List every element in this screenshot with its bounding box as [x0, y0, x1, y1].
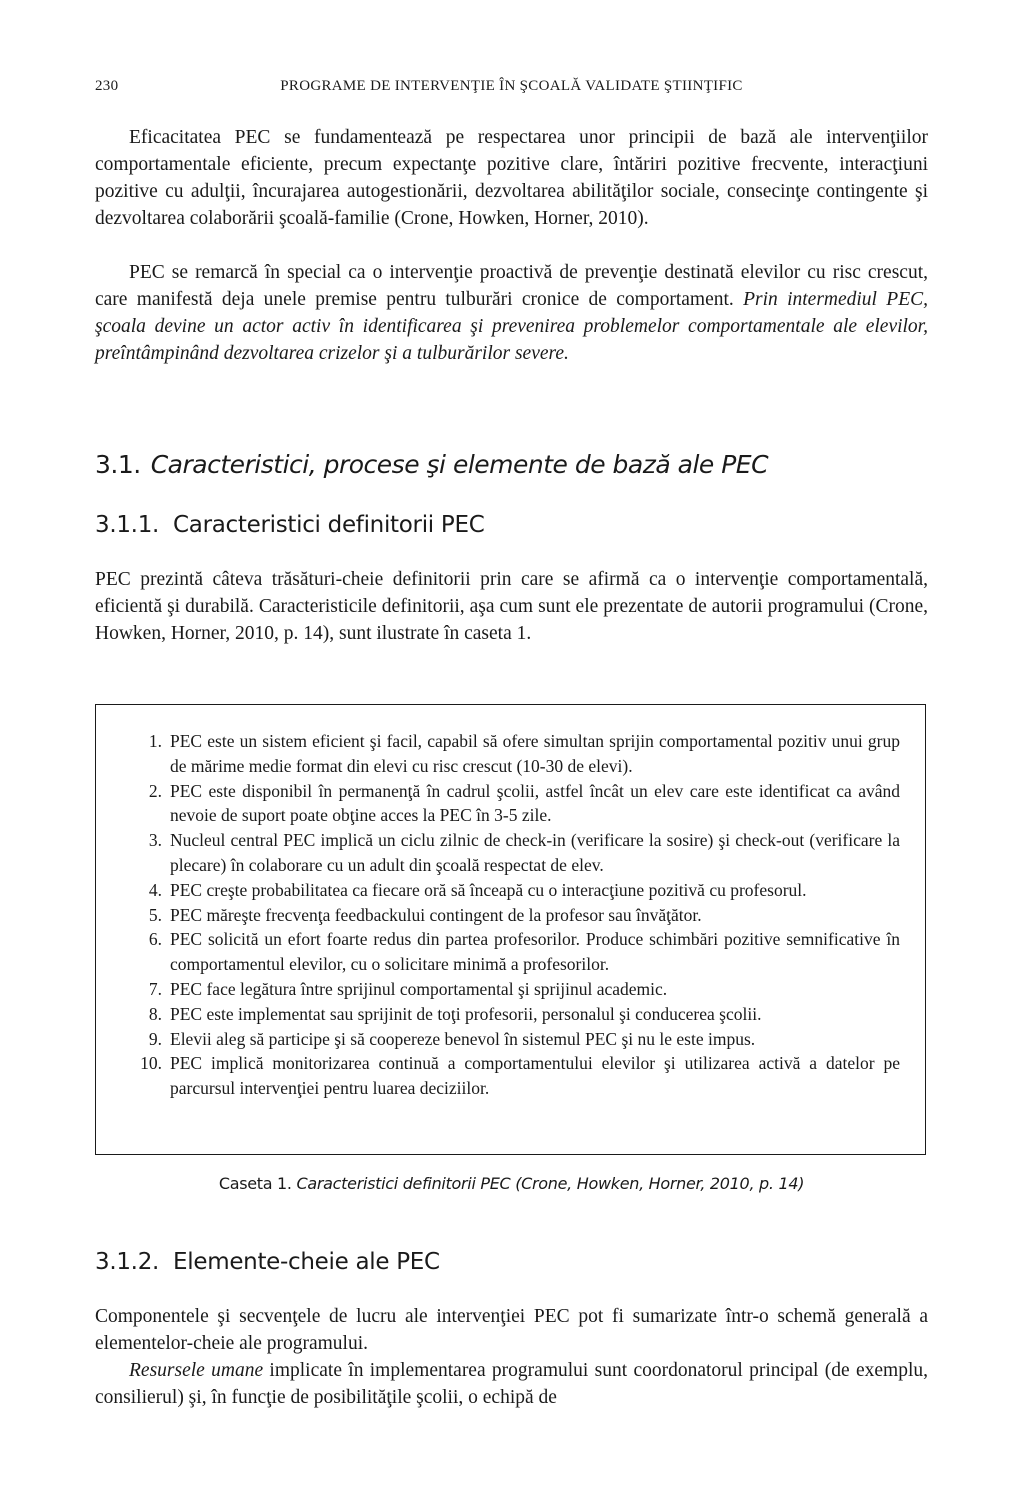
running-title: PROGRAME DE INTERVENŢIE ÎN ŞCOALĂ VALIDATE ŞTIINŢIFIC — [280, 78, 743, 94]
list-item-text: PEC este un sistem eficient şi facil, capabil să ofere simultan sprijin comportamental pozitiv unui grup de mărime medie format din elevi cu risc crescut (10-30 de elevi). — [170, 731, 900, 776]
list-item — [130, 779, 900, 829]
list-item-number: 8. — [148, 1003, 162, 1024]
section-3-1-2-paragraph-1: Componentele şi secvenţele de lucru ale intervenţiei PEC pot fi sumarizate într-o schemă generală a elementelor-cheie ale programului. — [95, 1306, 928, 1354]
section-3-1-1-heading — [95, 512, 484, 538]
list-item-text: PEC măreşte frecvenţa feedbackului contingent de la profesor sau învăţător. — [170, 904, 702, 925]
intro-paragraph-2-emphasis: Prin intermediul PEC, şcoala devine un actor activ în identificarea şi prevenirea problemelor comportamentale ale elevilor, preîntâmpinând dezvoltarea crizelor şi a tulburărilor severe. — [95, 289, 928, 364]
section-3-1-number: 3.1. — [95, 450, 141, 479]
caseta-1-box — [95, 704, 926, 1155]
list-item-text: PEC creşte probabilitatea ca fiecare oră să înceapă cu o interacţiune pozitivă cu profesorul. — [170, 879, 807, 900]
list-item — [130, 1027, 900, 1052]
page-number: 230 — [95, 78, 119, 94]
intro-paragraph-2-text: PEC se remarcă în special ca o intervenţie proactivă de prevenţie destinată elevilor cu risc crescut, care manifestă deja unele premise pentru tulburări cronice de comportament. — [95, 262, 928, 310]
caption-label: Caseta 1. — [218, 1174, 297, 1193]
list-item — [130, 1002, 900, 1027]
list-item-number: 6. — [148, 929, 162, 950]
list-item — [130, 977, 900, 1002]
section-3-1-1-number: 3.1.1. — [95, 512, 160, 538]
list-item-number: 9. — [148, 1028, 162, 1049]
section-3-1-1-paragraph: PEC prezintă câteva trăsături-cheie definitorii prin care se afirmă ca o intervenţie comportamentală, eficientă şi durabilă. Caracteristicile definitorii, aşa cum sunt ele prezentate de autorii programului (Crone, Howken, Horner, 2010, p. 14), sunt ilustrate în caseta 1. — [95, 569, 928, 644]
intro-paragraph-2 — [95, 259, 928, 367]
section-3-1-2-number: 3.1.2. — [95, 1249, 160, 1275]
section-3-1-2-title: Elemente-cheie ale PEC — [173, 1249, 440, 1275]
list-item — [130, 927, 900, 977]
list-item-text: PEC este disponibil în permanenţă în cadrul şcolii, astfel încât un elev care este identificat ca având nevoie de suport poate obţine acces la PEC în 3-5 zile. — [170, 780, 900, 826]
human-resources-emphasis: Resursele umane — [129, 1360, 264, 1381]
list-item — [130, 828, 900, 878]
list-item — [130, 878, 900, 903]
section-3-1-heading — [95, 450, 768, 479]
list-item — [130, 1051, 900, 1101]
list-item-text: Nucleul central PEC implică un ciclu zilnic de check-in (verificare la sosire) şi check-out (verificare la plecare) în colaborare cu un adult din şcoală respectat de elev. — [170, 830, 900, 875]
list-item-number: 2. — [148, 780, 162, 801]
page-header — [95, 78, 928, 102]
list-item — [130, 729, 900, 779]
list-item-text: Elevii aleg să participe şi să coopereze benevol în sistemul PEC şi nu le este impus. — [170, 1028, 756, 1049]
characteristics-list — [130, 729, 900, 1101]
caption-text: Caracteristici definitorii PEC (Crone, Howken, Horner, 2010, p. 14) — [296, 1174, 805, 1193]
section-3-1-2-paragraph-2 — [95, 1357, 928, 1411]
list-item-text: PEC este implementat sau sprijinit de toţi profesorii, personalul şi conducerea şcolii. — [170, 1003, 762, 1024]
list-item-number: 1. — [148, 731, 162, 751]
list-item — [130, 903, 900, 928]
section-3-1-1-title: Caracteristici definitorii PEC — [173, 512, 485, 538]
section-3-1-2-paragraph-2-text: implicate în implementarea programului sunt coordonatorul principal (de exemplu, consilierul) şi, în funcţie de posibilităţile şcolii, o echipă de — [95, 1360, 928, 1408]
list-item-number: 4. — [148, 879, 162, 900]
list-item-number: 7. — [148, 978, 162, 999]
section-3-1-2-heading — [95, 1249, 440, 1275]
list-item-text: PEC solicită un efort foarte redus din partea profesorilor. Produce schimbări pozitive semnificative în comportamentul elevilor, cu o solicitare minimă a profesorilor. — [170, 929, 900, 975]
caseta-1-caption — [95, 1174, 928, 1193]
list-item-number: 5. — [148, 904, 162, 925]
list-item-text: PEC implică monitorizarea continuă a comportamentului elevilor şi utilizarea activă a datelor pe parcursul intervenţiei pentru luarea deciziilor. — [170, 1053, 900, 1099]
list-item-text: PEC face legătura între sprijinul comportamental şi sprijinul academic. — [170, 978, 668, 999]
list-item-number: 3. — [148, 830, 162, 851]
section-3-1-title: Caracteristici, procese şi elemente de bază ale PEC — [150, 450, 769, 479]
intro-paragraph-1: Eficacitatea PEC se fundamentează pe respectarea unor principii de bază ale intervenţiilor comportamentale eficiente, precum expectanţe pozitive clare, întăriri pozitive frecvente, interacţiuni pozitive cu adulţii, încurajarea autogestionării, dezvoltarea abilităţilor sociale, consecinţe contingente şi dezvoltarea colaborării şcoală-familie (Crone, Howken, Horner, 2010). — [95, 127, 928, 229]
list-item-number: 10. — [140, 1053, 162, 1074]
